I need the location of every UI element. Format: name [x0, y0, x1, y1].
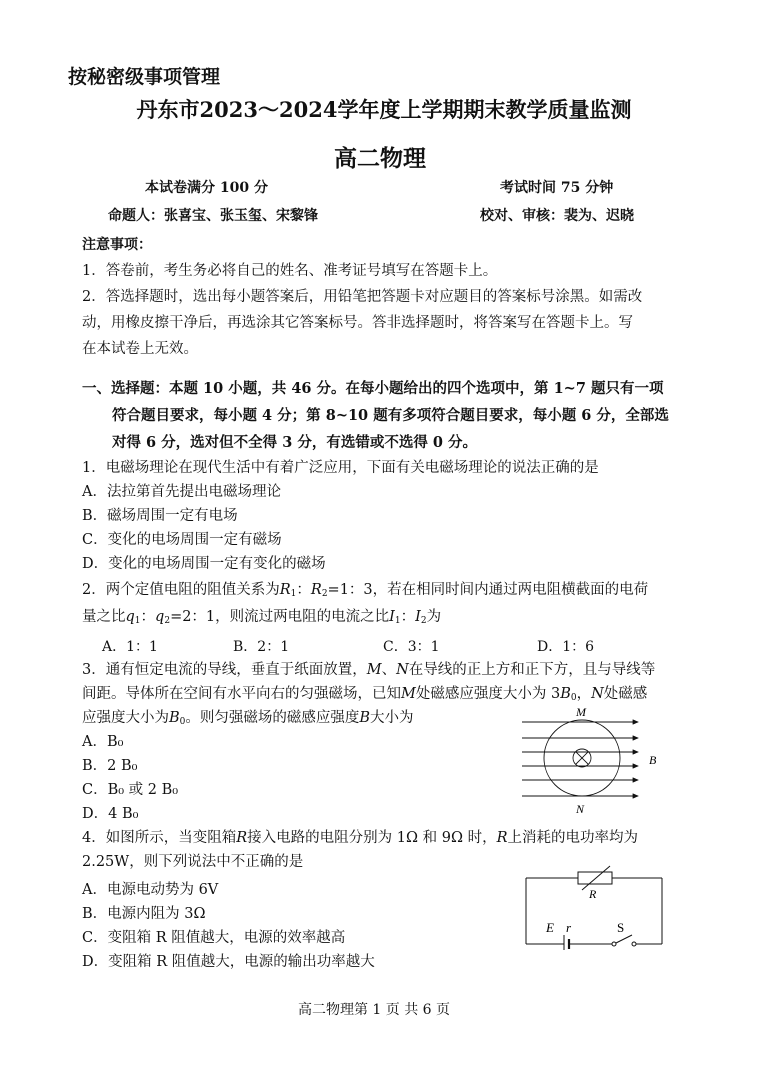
- q3-symbol: B: [169, 710, 180, 726]
- question-4-stem-line1: [82, 828, 638, 848]
- label-B: B: [649, 753, 657, 767]
- question-2-stem-line2: [82, 607, 441, 631]
- q2-text: 为: [426, 609, 442, 625]
- question-2-stem-line1: [82, 580, 648, 604]
- q2-symbol: I: [415, 609, 421, 625]
- full-score: 本试卷满分 100 分: [145, 180, 268, 196]
- label-N: N: [576, 802, 585, 816]
- question-1-stem: 1．电磁场理论在现代生活中有着广泛应用，下面有关电磁场理论的说法正确的是: [82, 460, 599, 476]
- switch-icon: [616, 935, 632, 943]
- switch-contact: [612, 942, 616, 946]
- exam-time: 考试时间 75 分钟: [500, 180, 614, 196]
- question-3-stem-line1: [82, 660, 655, 680]
- label-S: S: [617, 920, 625, 935]
- q2-text: =1：3，若在相同时间内通过两电阻横截面的电荷: [327, 582, 649, 598]
- q4-option-c: C．变阻箱 R 阻值越大，电源的效率越高: [82, 930, 346, 946]
- section-heading: 符合题目要求，每小题 4 分；第 8~10 题有多项符合题目要求，每小题 6 分，全部选: [112, 407, 669, 424]
- q3-text: 3．通有恒定电流的导线，垂直于纸面放置，: [82, 662, 367, 678]
- q4-option-a: A．电源电动势为 6V: [82, 882, 219, 898]
- q2-option-b: B．2：1: [233, 639, 290, 655]
- page-footer: [0, 999, 760, 1019]
- q3-symbol: N: [396, 662, 409, 678]
- q4-symbol: R: [496, 830, 508, 846]
- q3-text: 间距。导体所在空间有水平向右的匀强磁场，已知: [82, 686, 401, 702]
- notice-item: 在本试卷上无效。: [82, 341, 198, 357]
- q3-subscript: 0: [179, 717, 186, 727]
- label-r: r: [566, 920, 572, 935]
- variable-resistor-icon: [578, 872, 612, 884]
- q1-option-c: C．变化的电场周围一定有磁场: [82, 532, 282, 548]
- q4-option-b: B．电源内阻为 3Ω: [82, 906, 206, 922]
- q3-symbol: M: [366, 662, 382, 678]
- notice-title: 注意事项：: [82, 237, 152, 253]
- q4-symbol: R: [236, 830, 248, 846]
- q3-text: 。则匀强磁场的磁感应强度: [185, 710, 360, 726]
- q3-text: 、: [381, 662, 397, 678]
- q3-text: 应强度大小为: [82, 710, 169, 726]
- authors: 命题人：张喜宝、张玉玺、宋黎锋: [108, 208, 318, 224]
- q3-text: 在导线的正上方和正下方，且与导线等: [408, 662, 656, 678]
- q3-option-b: B．2 B₀: [82, 758, 138, 774]
- q4-option-d: D．变阻箱 R 阻值越大，电源的输出功率越大: [82, 954, 375, 970]
- label-E: E: [546, 920, 554, 935]
- q3-symbol: B: [560, 686, 571, 702]
- switch-contact: [632, 942, 636, 946]
- label-M: M: [576, 705, 586, 719]
- notice-item: 1．答卷前，考生务必将自己的姓名、准考证号填写在答题卡上。: [82, 263, 498, 279]
- q3-text: 处磁感应强度大小为 3: [415, 686, 561, 702]
- q2-symbol: q: [125, 609, 135, 625]
- notice-item: 2．答选择题时，选出每小题答案后，用铅笔把答题卡对应题目的答案标号涂黑。如需改: [82, 289, 643, 305]
- section-heading: 对得 6 分，选对但不全得 3 分，有选错或不选得 0 分。: [112, 434, 478, 451]
- q1-option-b: B．磁场周围一定有电场: [82, 508, 238, 524]
- confidential-label: 按秘密级事项管理: [68, 66, 221, 88]
- q2-symbol: I: [389, 609, 395, 625]
- subject-title: 高二物理: [334, 145, 426, 172]
- q2-text: =2：1，则流过两电阻的电流之比: [170, 609, 390, 625]
- q2-option-c: C．3：1: [383, 639, 440, 655]
- q3-option-c: C．B₀ 或 2 B₀: [82, 782, 179, 798]
- page-footer-text: 高二物理第 1 页 共 6 页: [297, 1002, 451, 1018]
- q2-text: ：: [400, 609, 416, 625]
- q3-option-a: A．B₀: [82, 734, 124, 750]
- label-R: R: [589, 887, 597, 901]
- magnetic-field-diagram: [510, 700, 670, 820]
- q2-subscript: 2: [164, 616, 171, 626]
- q1-option-a: A．法拉第首先提出电磁场理论: [82, 484, 281, 500]
- q3-text: 处磁感: [603, 686, 648, 702]
- question-3-stem-line3: [82, 708, 414, 732]
- q4-text: 4．如图所示，当变阻箱: [82, 830, 237, 846]
- section-heading: 一、选择题：本题 10 小题，共 46 分。在每小题给出的四个选项中，第 1~7 题只有一项: [82, 380, 664, 397]
- q2-symbol: R: [310, 582, 322, 598]
- q3-symbol: N: [591, 686, 604, 702]
- q2-subscript: 1: [394, 616, 401, 626]
- q2-subscript: 2: [321, 589, 328, 599]
- q2-text: 量之比: [82, 609, 126, 625]
- q3-subscript: 0: [570, 693, 577, 703]
- circuit-diagram: [520, 864, 670, 950]
- q4-text: 上消耗的电功率均为: [507, 830, 639, 846]
- q3-symbol: B: [359, 710, 371, 726]
- q3-option-d: D．4 B₀: [82, 806, 139, 822]
- q2-option-a: A．1：1: [102, 639, 158, 655]
- q4-text: 接入电路的电阻分别为 1Ω 和 9Ω 时，: [247, 830, 497, 846]
- q2-text: ：: [296, 582, 311, 598]
- exam-title: [0, 94, 760, 124]
- q3-text: 大小为: [370, 710, 414, 726]
- q3-symbol: M: [401, 686, 416, 702]
- q2-subscript: 2: [420, 616, 427, 626]
- q3-text: ，: [576, 686, 592, 702]
- q2-symbol: q: [155, 609, 165, 625]
- q2-option-d: D．1：6: [537, 639, 595, 655]
- q2-text: 2．两个定值电阻的阻值关系为: [82, 582, 280, 598]
- q2-subscript: 1: [134, 616, 141, 626]
- q2-symbol: R: [279, 582, 291, 598]
- q2-text: ：: [140, 609, 156, 625]
- notice-item: 动，用橡皮擦干净后，再选涂其它答案标号。答非选择题时，将答案写在答题卡上。写: [82, 315, 633, 331]
- q1-option-d: D．变化的电场周围一定有变化的磁场: [82, 556, 326, 572]
- q2-subscript: 1: [290, 589, 297, 599]
- question-4-stem-line2: 2.25W，则下列说法中不正确的是: [82, 854, 304, 870]
- reviewers: 校对、审核：裴为、迟晓: [480, 208, 634, 224]
- exam-title-text: 丹东市2023～2024学年度上学期期末教学质量监测: [136, 97, 632, 122]
